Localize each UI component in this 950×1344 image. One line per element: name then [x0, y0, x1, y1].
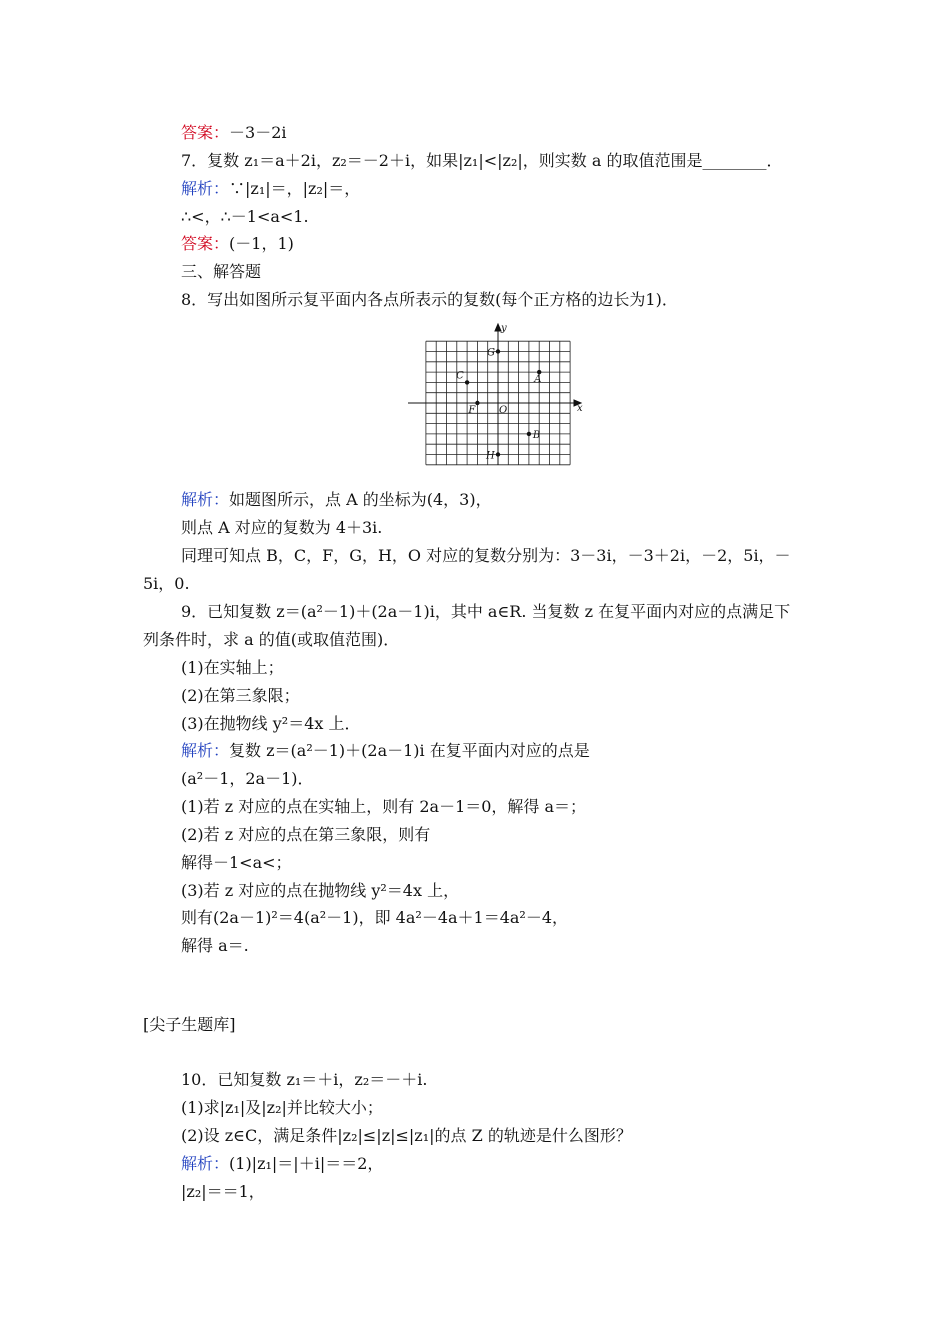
question-10: 10．已知复数 z₁＝＋i，z₂＝－＋i.	[181, 1070, 428, 1089]
analysis-label: 解析：	[181, 1154, 230, 1173]
analysis-10	[181, 1153, 383, 1175]
question-9-part1: (1)在实轴上；	[181, 658, 284, 677]
point-label-b: B	[532, 429, 541, 441]
point-label-g: G	[487, 347, 495, 359]
complex-plane-svg	[405, 322, 585, 467]
question-9: 9．已知复数 z＝(a²－1)＋(2a－1)i，其中 a∈R. 当复数 z 在复平面内对应的点满足下	[181, 602, 791, 621]
point-label-h: H	[486, 450, 495, 462]
analysis-7-line2: ∴<，∴－1<a<1.	[181, 207, 309, 226]
question-10-part1: (1)求|z₁|及|z₂|并比较大小；	[181, 1098, 383, 1117]
question-7: 7．复数 z₁＝a＋2i，z₂＝－2＋i，如果|z₁|<|z₂|，则实数 a 的取值范围是________．	[181, 151, 783, 170]
answer-text: (－1，1)	[229, 234, 294, 253]
point-h	[496, 452, 500, 456]
analysis-9-line4: (2)若 z 对应的点在第三象限，则有	[181, 825, 431, 844]
y-axis-label: y	[501, 323, 507, 334]
analysis-label: 解析：	[181, 490, 230, 509]
analysis-label: 解析：	[181, 179, 230, 198]
question-10-part2: (2)设 z∈C，满足条件|z₂|≤|z|≤|z₁|的点 Z 的轨迹是什么图形？	[181, 1126, 632, 1145]
answer-label: 答案：	[181, 123, 230, 142]
complex-plane-figure	[405, 322, 585, 471]
question-9-part2: (2)在第三象限；	[181, 686, 300, 705]
analysis-8-line4: 5i，0.	[143, 574, 190, 593]
analysis-8-line3: 同理可知点 B，C，F，G，H，O 对应的复数分别为：3－3i，－3＋2i，－2，5i，－	[181, 546, 791, 565]
analysis-8-line2: 则点 A 对应的复数为 4＋3i.	[181, 518, 383, 537]
analysis-7	[181, 178, 360, 200]
analysis-9-line7: 则有(2a－1)²＝4(a²－1)，即 4a²－4a＋1＝4a²－4，	[181, 908, 569, 927]
analysis-8	[181, 489, 492, 511]
section-title: [尖子生题库]	[143, 1015, 236, 1034]
analysis-label: 解析：	[181, 741, 230, 760]
point-f	[475, 401, 479, 405]
point-label-f: F	[468, 405, 476, 416]
question-9-part3: (3)在抛物线 y²＝4x 上．	[181, 714, 361, 733]
point-label-a: A	[534, 374, 542, 386]
x-axis-label: x	[577, 403, 583, 414]
analysis-9-line3: (1)若 z 对应的点在实轴上，则有 2a－1＝0，解得 a＝；	[181, 797, 587, 816]
analysis-9-line6: (3)若 z 对应的点在抛物线 y²＝4x 上，	[181, 881, 460, 900]
point-label-c: C	[456, 370, 464, 382]
analysis-9-line8: 解得 a＝.	[181, 936, 249, 955]
analysis-text: ∵|z₁|＝，|z₂|＝，	[229, 179, 361, 198]
analysis-9-line2: (a²－1，2a－1)．	[181, 769, 314, 788]
point-b	[527, 432, 531, 436]
question-8: 8．写出如图所示复平面内各点所表示的复数(每个正方格的边长为1)．	[181, 290, 678, 309]
analysis-10-line2: |z₂|＝＝1，	[181, 1182, 265, 1201]
answer-7	[181, 233, 294, 255]
origin-label: O	[499, 405, 508, 416]
point-c	[465, 380, 469, 384]
answer-label: 答案：	[181, 234, 230, 253]
section-heading-3: 三、解答题	[181, 262, 262, 281]
question-9-line2: 列条件时，求 a 的值(或取值范围)．	[143, 630, 400, 649]
answer-text: －3－2i	[229, 123, 287, 142]
answer-6	[181, 122, 287, 144]
analysis-9-line5: 解得－1<a<；	[181, 853, 292, 872]
point-g	[496, 349, 500, 353]
analysis-text: 复数 z＝(a²－1)＋(2a－1)i 在复平面内对应的点是	[229, 741, 590, 760]
analysis-text: (1)|z₁|＝|＋i|＝＝2，	[229, 1154, 384, 1173]
analysis-9	[181, 740, 590, 762]
analysis-text: 如题图所示，点 A 的坐标为(4，3)，	[229, 490, 492, 509]
